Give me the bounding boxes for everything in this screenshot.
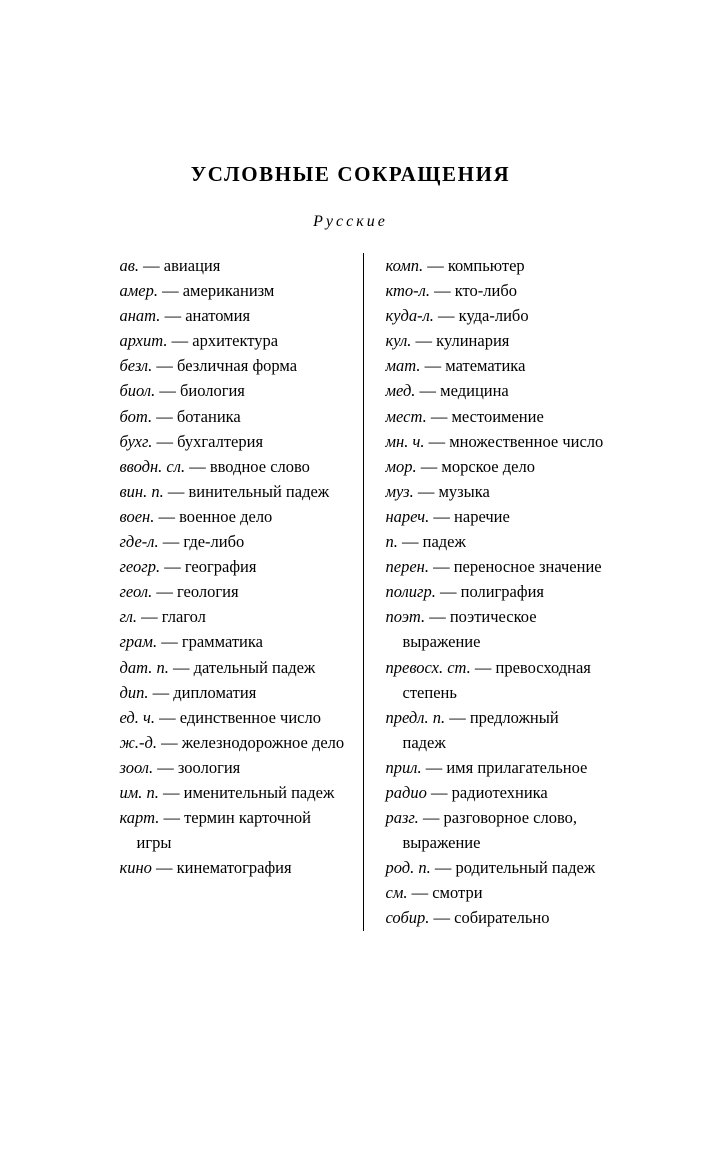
abbreviation-entry [386, 755, 606, 780]
abbreviation-separator: — [168, 657, 194, 677]
abbreviation-definition: медицина [440, 381, 509, 401]
abbreviation-definition: превосходная степень [402, 657, 591, 702]
abbreviation-definition: дипломатия [173, 682, 257, 702]
abbreviation-entry [120, 655, 345, 680]
abbreviation-definition: архитектура [192, 331, 279, 351]
abbreviation-separator: — [185, 456, 210, 476]
dictionary-page [0, 162, 701, 1162]
abbreviation-entry [386, 529, 606, 554]
abbreviation-separator: — [139, 256, 164, 275]
abbreviation-definition: кинематография [176, 858, 292, 878]
abbreviation-term: предл. п. [385, 707, 446, 727]
abbreviation-definition: собирательно [454, 908, 550, 928]
abbreviation-term: перен. [385, 557, 429, 577]
abbreviation-definition: именительный падеж [183, 782, 335, 802]
abbreviation-separator: — [426, 406, 452, 426]
abbreviation-entry [120, 253, 345, 278]
abbreviation-separator: — [157, 632, 182, 652]
abbreviation-definition: ботаника [176, 406, 241, 426]
abbreviation-entry [386, 655, 606, 705]
abbreviation-separator: — [420, 356, 446, 376]
abbreviation-entry [386, 378, 606, 403]
abbreviation-separator: — [435, 582, 461, 602]
abbreviation-definition: дательный падеж [193, 657, 316, 677]
abbreviation-term: мат. [385, 356, 421, 376]
abbreviation-definition: зоология [177, 757, 241, 777]
abbreviation-entry [386, 454, 606, 479]
abbreviation-term: полигр. [385, 582, 436, 602]
abbreviation-term: где-л. [119, 532, 159, 552]
abbreviation-entry [386, 554, 606, 579]
abbreviation-term: мест. [385, 406, 427, 426]
abbreviation-separator: — [152, 582, 177, 602]
abbreviation-definition: анатомия [185, 306, 251, 326]
abbreviation-separator: — [413, 481, 439, 501]
abbreviation-term: род. п. [385, 858, 431, 878]
abbreviation-term: им. п. [119, 782, 159, 802]
abbreviation-entry [120, 454, 345, 479]
abbreviation-entry [120, 604, 345, 629]
abbreviation-entry [120, 529, 345, 554]
page-title: УСЛОВНЫЕ СОКРАЩЕНИЯ [190, 162, 511, 186]
abbreviation-separator: — [153, 757, 178, 777]
abbreviation-entry [386, 328, 606, 353]
abbreviation-entry [386, 805, 606, 855]
abbreviation-term: вводн. сл. [119, 456, 186, 476]
abbreviation-term: ед. ч. [119, 707, 156, 727]
abbreviation-entry [386, 579, 606, 604]
abbreviation-separator: — [428, 557, 454, 577]
abbreviation-separator: — [158, 782, 184, 802]
abbreviation-separator: — [155, 381, 180, 401]
abbreviation-separator: — [423, 256, 448, 275]
abbreviation-separator: — [407, 883, 433, 903]
abbreviation-entry [120, 353, 345, 378]
abbreviation-definition: предложный падеж [402, 707, 559, 752]
abbreviation-definition: множественное число [449, 431, 604, 451]
abbreviation-term: кто-л. [385, 281, 430, 301]
abbreviation-separator: — [152, 356, 178, 376]
abbreviation-separator: — [158, 532, 184, 552]
abbreviation-entry [120, 404, 345, 429]
abbreviation-definition: где-либо [183, 532, 245, 552]
abbreviation-separator: — [154, 506, 180, 526]
abbreviation-term: куда-л. [385, 306, 434, 326]
abbreviation-separator: — [433, 306, 459, 326]
abbreviation-definition: музыка [438, 481, 490, 501]
abbreviation-definition: разговорное слово, выражение [402, 808, 578, 853]
abbreviation-definition: переносное значение [453, 557, 602, 577]
abbreviation-term: зоол. [119, 757, 154, 777]
abbreviation-separator: — [416, 456, 442, 476]
abbreviation-term: кино [119, 858, 152, 878]
abbreviation-term: прил. [385, 757, 422, 777]
abbreviation-entry [120, 805, 345, 855]
abbreviation-definition: американизм [182, 281, 275, 301]
abbreviation-term: архит. [119, 331, 168, 351]
abbreviation-term: комп. [385, 256, 424, 275]
abbreviation-entry [120, 705, 345, 730]
abbreviation-entry [386, 253, 606, 278]
abbreviation-separator: — [148, 682, 174, 702]
abbreviation-entry [120, 303, 345, 328]
abbreviation-term: бот. [119, 406, 153, 426]
abbreviation-definition: поэтическое выражение [402, 607, 537, 652]
abbreviation-term: биол. [119, 381, 156, 401]
abbreviation-term: мн. ч. [385, 431, 425, 451]
abbreviation-separator: — [418, 808, 444, 828]
abbreviation-definition: наречие [454, 506, 510, 526]
abbreviation-entry [386, 278, 606, 303]
abbreviation-entry [120, 730, 345, 755]
abbreviation-term: анат. [119, 306, 161, 326]
abbreviation-definition: кулинария [436, 331, 510, 351]
abbreviation-term: см. [385, 883, 408, 903]
abbreviation-separator: — [159, 808, 185, 828]
abbreviation-separator: — [424, 431, 450, 451]
abbreviation-separator: — [160, 557, 185, 577]
abbreviation-separator: — [163, 481, 189, 501]
abbreviation-term: превосх. ст. [385, 657, 471, 677]
abbreviation-definition: вводное слово [209, 456, 310, 476]
abbreviation-definition: морское дело [441, 456, 535, 476]
abbreviation-definition: бухгалтерия [177, 431, 264, 451]
abbreviation-term: грам. [119, 632, 158, 652]
abbreviation-entry [386, 604, 606, 654]
abbreviation-definition: падеж [422, 532, 466, 552]
abbreviation-entry [120, 680, 345, 705]
abbreviation-entry [120, 479, 345, 504]
abbreviation-separator: — [152, 406, 177, 426]
abbreviation-definition: железнодорожное дело [181, 732, 345, 752]
abbreviation-term: бухг. [119, 431, 153, 451]
abbreviation-separator: — [157, 281, 183, 301]
abbreviation-entry [386, 303, 606, 328]
abbreviation-entry [120, 579, 345, 604]
abbreviation-definition: смотри [432, 883, 483, 903]
abbreviation-entry [386, 429, 606, 454]
abbreviation-definition: военное дело [179, 506, 273, 526]
abbreviation-separator: — [429, 506, 455, 526]
abbreviation-entry [386, 880, 606, 905]
abbreviation-separator: — [160, 306, 186, 326]
abbreviation-definition: полиграфия [460, 582, 544, 602]
abbreviation-term: воен. [119, 506, 155, 526]
abbreviation-entry [120, 328, 345, 353]
abbreviation-entry [120, 554, 345, 579]
abbreviation-entry [386, 905, 606, 930]
abbreviation-term: мор. [385, 456, 417, 476]
abbreviation-definition: радиотехника [451, 782, 548, 802]
abbreviation-separator: — [421, 757, 447, 777]
abbreviation-term: муз. [385, 481, 414, 501]
abbreviation-definition: кто-либо [454, 281, 517, 301]
abbreviation-definition: грамматика [181, 632, 263, 652]
abbreviation-term: радио [385, 782, 427, 802]
abbreviation-term: геогр. [119, 557, 161, 577]
abbreviation-entry [386, 705, 606, 755]
abbreviation-entry [120, 629, 345, 654]
abbreviation-entry [386, 780, 606, 805]
abbreviation-entry [120, 780, 345, 805]
abbreviation-term: ав. [119, 256, 140, 275]
abbreviation-definition: безличная форма [177, 356, 298, 376]
abbreviation-separator: — [470, 657, 496, 677]
abbreviation-separator: — [445, 707, 470, 727]
abbreviation-definition: единственное число [179, 707, 321, 727]
abbreviation-columns [0, 253, 701, 931]
section-subtitle: Русские [313, 213, 388, 230]
abbreviation-separator: — [152, 431, 178, 451]
abbreviation-term: разг. [385, 808, 419, 828]
abbreviation-term: вин. п. [119, 481, 164, 501]
abbreviation-separator: — [155, 707, 180, 727]
abbreviation-definition: винительный падеж [188, 481, 330, 501]
abbreviation-separator: — [411, 331, 437, 351]
abbreviation-entry [120, 278, 345, 303]
abbreviation-entry [120, 429, 345, 454]
abbreviation-term: амер. [119, 281, 158, 301]
abbreviation-entry [120, 378, 345, 403]
abbreviation-separator: — [425, 607, 450, 627]
abbreviation-term: карт. [119, 808, 160, 828]
abbreviation-separator: — [429, 281, 455, 301]
abbreviation-separator: — [137, 607, 162, 627]
abbreviation-term: мед. [385, 381, 416, 401]
abbreviation-definition: родительный падеж [455, 858, 596, 878]
abbreviation-definition: биология [179, 381, 245, 401]
abbreviation-separator: — [156, 732, 182, 752]
abbreviation-definition: география [184, 557, 257, 577]
abbreviation-entry [386, 353, 606, 378]
abbreviation-column-left [120, 253, 363, 931]
abbreviation-term: собир. [385, 908, 430, 928]
abbreviation-separator: — [430, 858, 456, 878]
abbreviation-entry [386, 404, 606, 429]
abbreviation-entry [120, 855, 345, 880]
abbreviation-definition: глагол [161, 607, 206, 627]
abbreviation-entry [386, 504, 606, 529]
abbreviation-entry [120, 755, 345, 780]
abbreviation-definition: имя прилагательное [446, 757, 588, 777]
abbreviation-entry [120, 504, 345, 529]
abbreviation-separator: — [429, 908, 455, 928]
abbreviation-term: ж.-д. [119, 732, 157, 752]
abbreviation-term: безл. [119, 356, 153, 376]
abbreviation-definition: куда-либо [458, 306, 529, 326]
abbreviation-definition: местоимение [451, 406, 544, 426]
abbreviation-entry [386, 479, 606, 504]
abbreviation-separator: — [397, 532, 423, 552]
abbreviation-term: п. [385, 532, 398, 552]
abbreviation-term: геол. [119, 582, 153, 602]
abbreviation-separator: — [426, 782, 452, 802]
abbreviation-definition: геология [176, 582, 239, 602]
abbreviation-definition: авиация [163, 256, 221, 275]
abbreviation-separator: — [151, 858, 177, 878]
abbreviation-term: кул. [385, 331, 412, 351]
abbreviation-definition: математика [445, 356, 526, 376]
abbreviation-separator: — [415, 381, 441, 401]
abbreviation-term: нареч. [385, 506, 430, 526]
abbreviation-term: гл. [119, 607, 138, 627]
abbreviation-term: дат. п. [119, 657, 169, 677]
abbreviation-term: поэт. [385, 607, 426, 627]
abbreviation-definition: термин карточной игры [136, 808, 312, 853]
abbreviation-separator: — [167, 331, 193, 351]
abbreviation-definition: компьютер [447, 256, 525, 275]
abbreviation-entry [386, 855, 606, 880]
abbreviation-term: дип. [119, 682, 149, 702]
abbreviation-column-right [363, 253, 606, 931]
